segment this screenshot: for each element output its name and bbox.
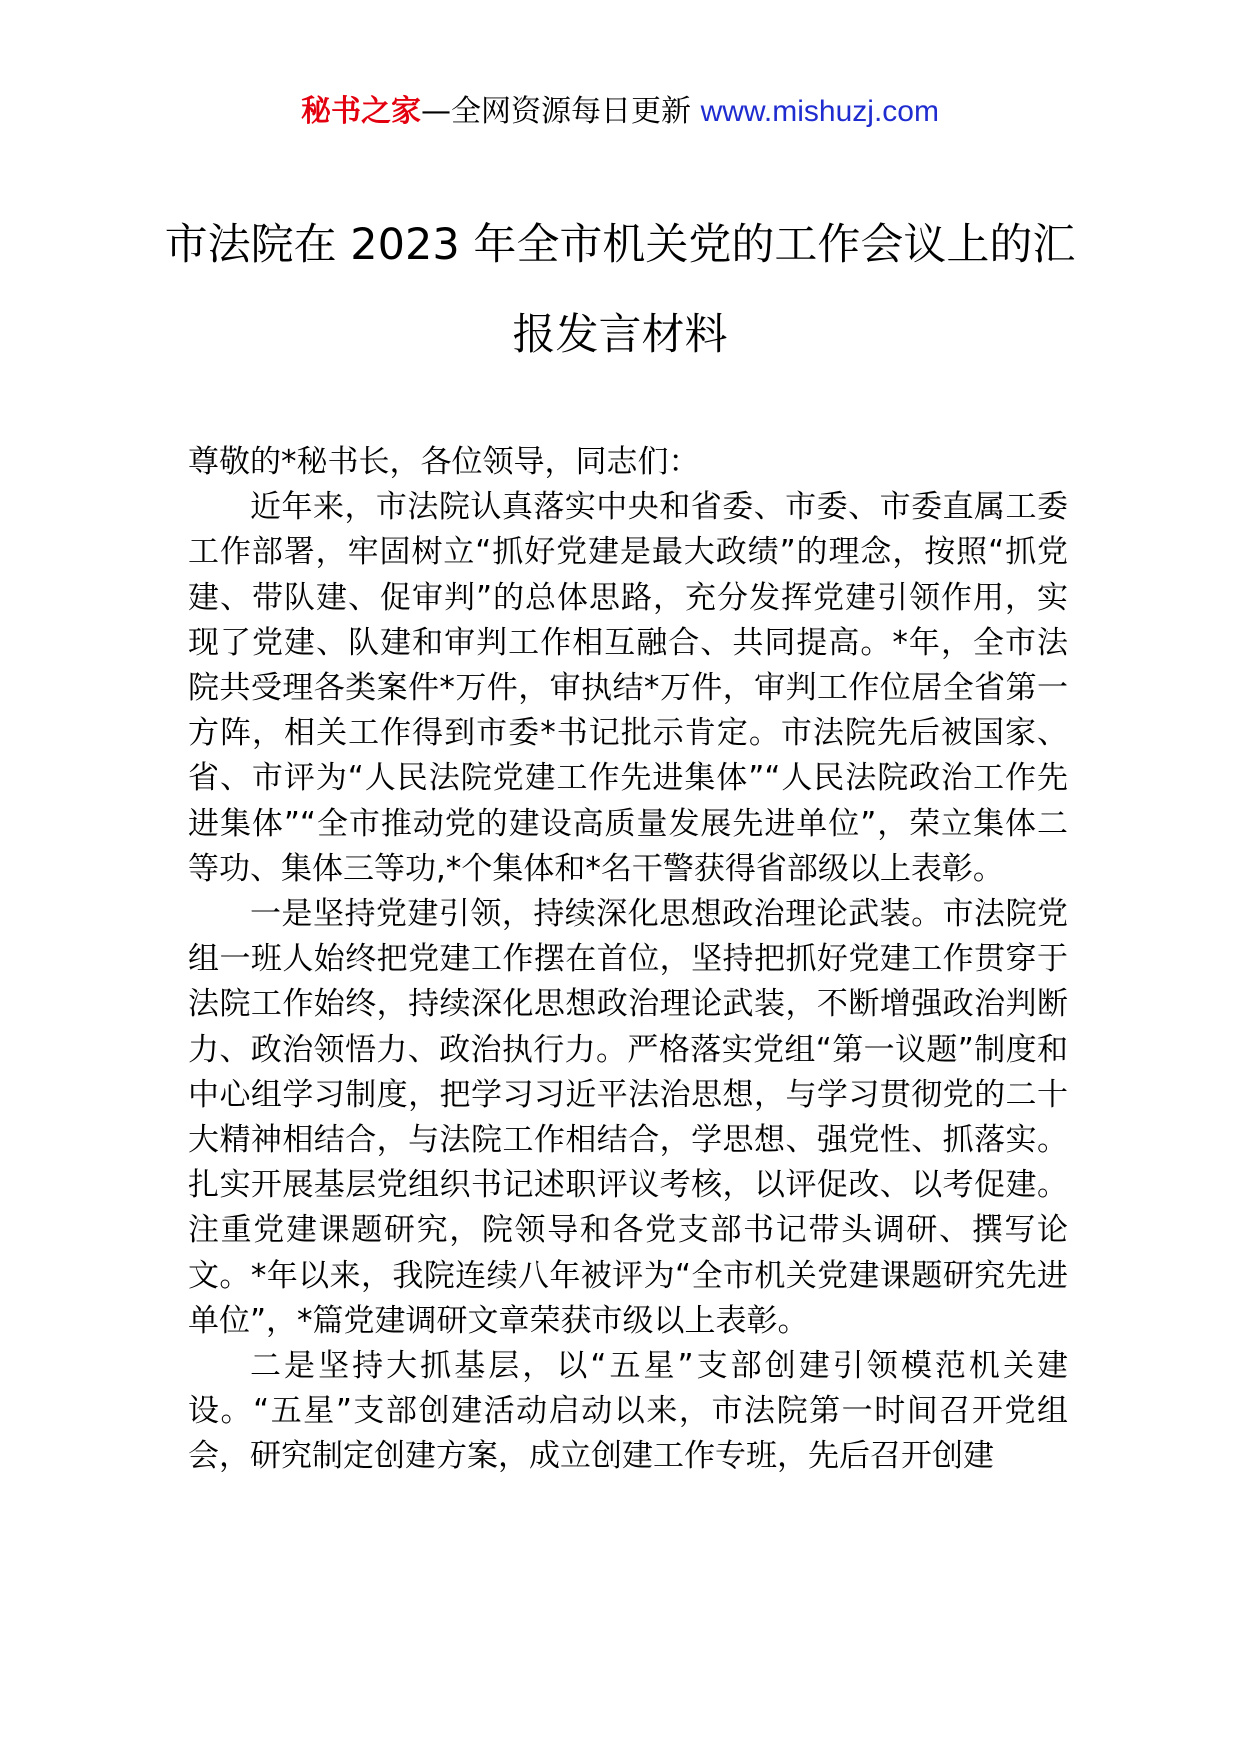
paragraph-intro: 近年来，市法院认真落实中央和省委、市委、市委直属工委工作部署，牢固树立“抓好党建是最大政绩”的理念，按照“抓党建、带队建、促审判”的总体思路，充分发挥党建引领作用，实现了党建、队建和审判工作相互融合、共同提高。*年，全市法院共受理各类案件*万件，审执结*万件，审判工作位居全省第一方阵，相关工作得到市委*书记批示肯定。市法院先后被国家、省、市评为“人民法院党建工作先进集体”“人民法院政治工作先进集体”“全市推动党的建设高质量发展先进单位”，荣立集体二等功、集体三等功,*个集体和*名干警获得省部级以上表彰。 xyxy=(188,489,1068,887)
brand-name: 秘书之家 xyxy=(301,94,422,129)
document-body xyxy=(188,440,1068,1480)
paragraph-point-two: 二是坚持大抓基层，以“五星”支部创建引领模范机关建设。“五星”支部创建活动启动以来，市法院第一时间召开党组会，研究制定创建方案，成立创建工作专班，先后召开创建 xyxy=(188,1348,1068,1475)
greeting-line: 尊敬的*秘书长，各位领导，同志们： xyxy=(188,444,700,480)
paragraph-point-one: 一是坚持党建引领，持续深化思想政治理论武装。市法院党组一班人始终把党建工作摆在首位，坚持把抓好党建工作贯穿于法院工作始终，持续深化思想政治理论武装，不断增强政治判断力、政治领悟力、政治执行力。严格落实党组“第一议题”制度和中心组学习制度，把学习习近平法治思想，与学习贯彻党的二十大精神相结合，与法院工作相结合，学思想、强党性、抓落实。扎实开展基层党组织书记述职评议考核，以评促改、以考促建。注重党建课题研究，院领导和各党支部书记带头调研、撰写论文。*年以来，我院连续八年被评为“全市机关党建课题研究先进单位”，*篇党建调研文章荣获市级以上表彰。 xyxy=(188,896,1068,1339)
site-banner xyxy=(0,92,1240,132)
banner-slogan: —全网资源每日更新 xyxy=(421,94,701,129)
site-url-link[interactable]: www.mishuzj.com xyxy=(700,95,939,128)
document-title: 市法院在 2023 年全市机关党的工作会议上的汇报发言材料 xyxy=(164,220,1076,360)
